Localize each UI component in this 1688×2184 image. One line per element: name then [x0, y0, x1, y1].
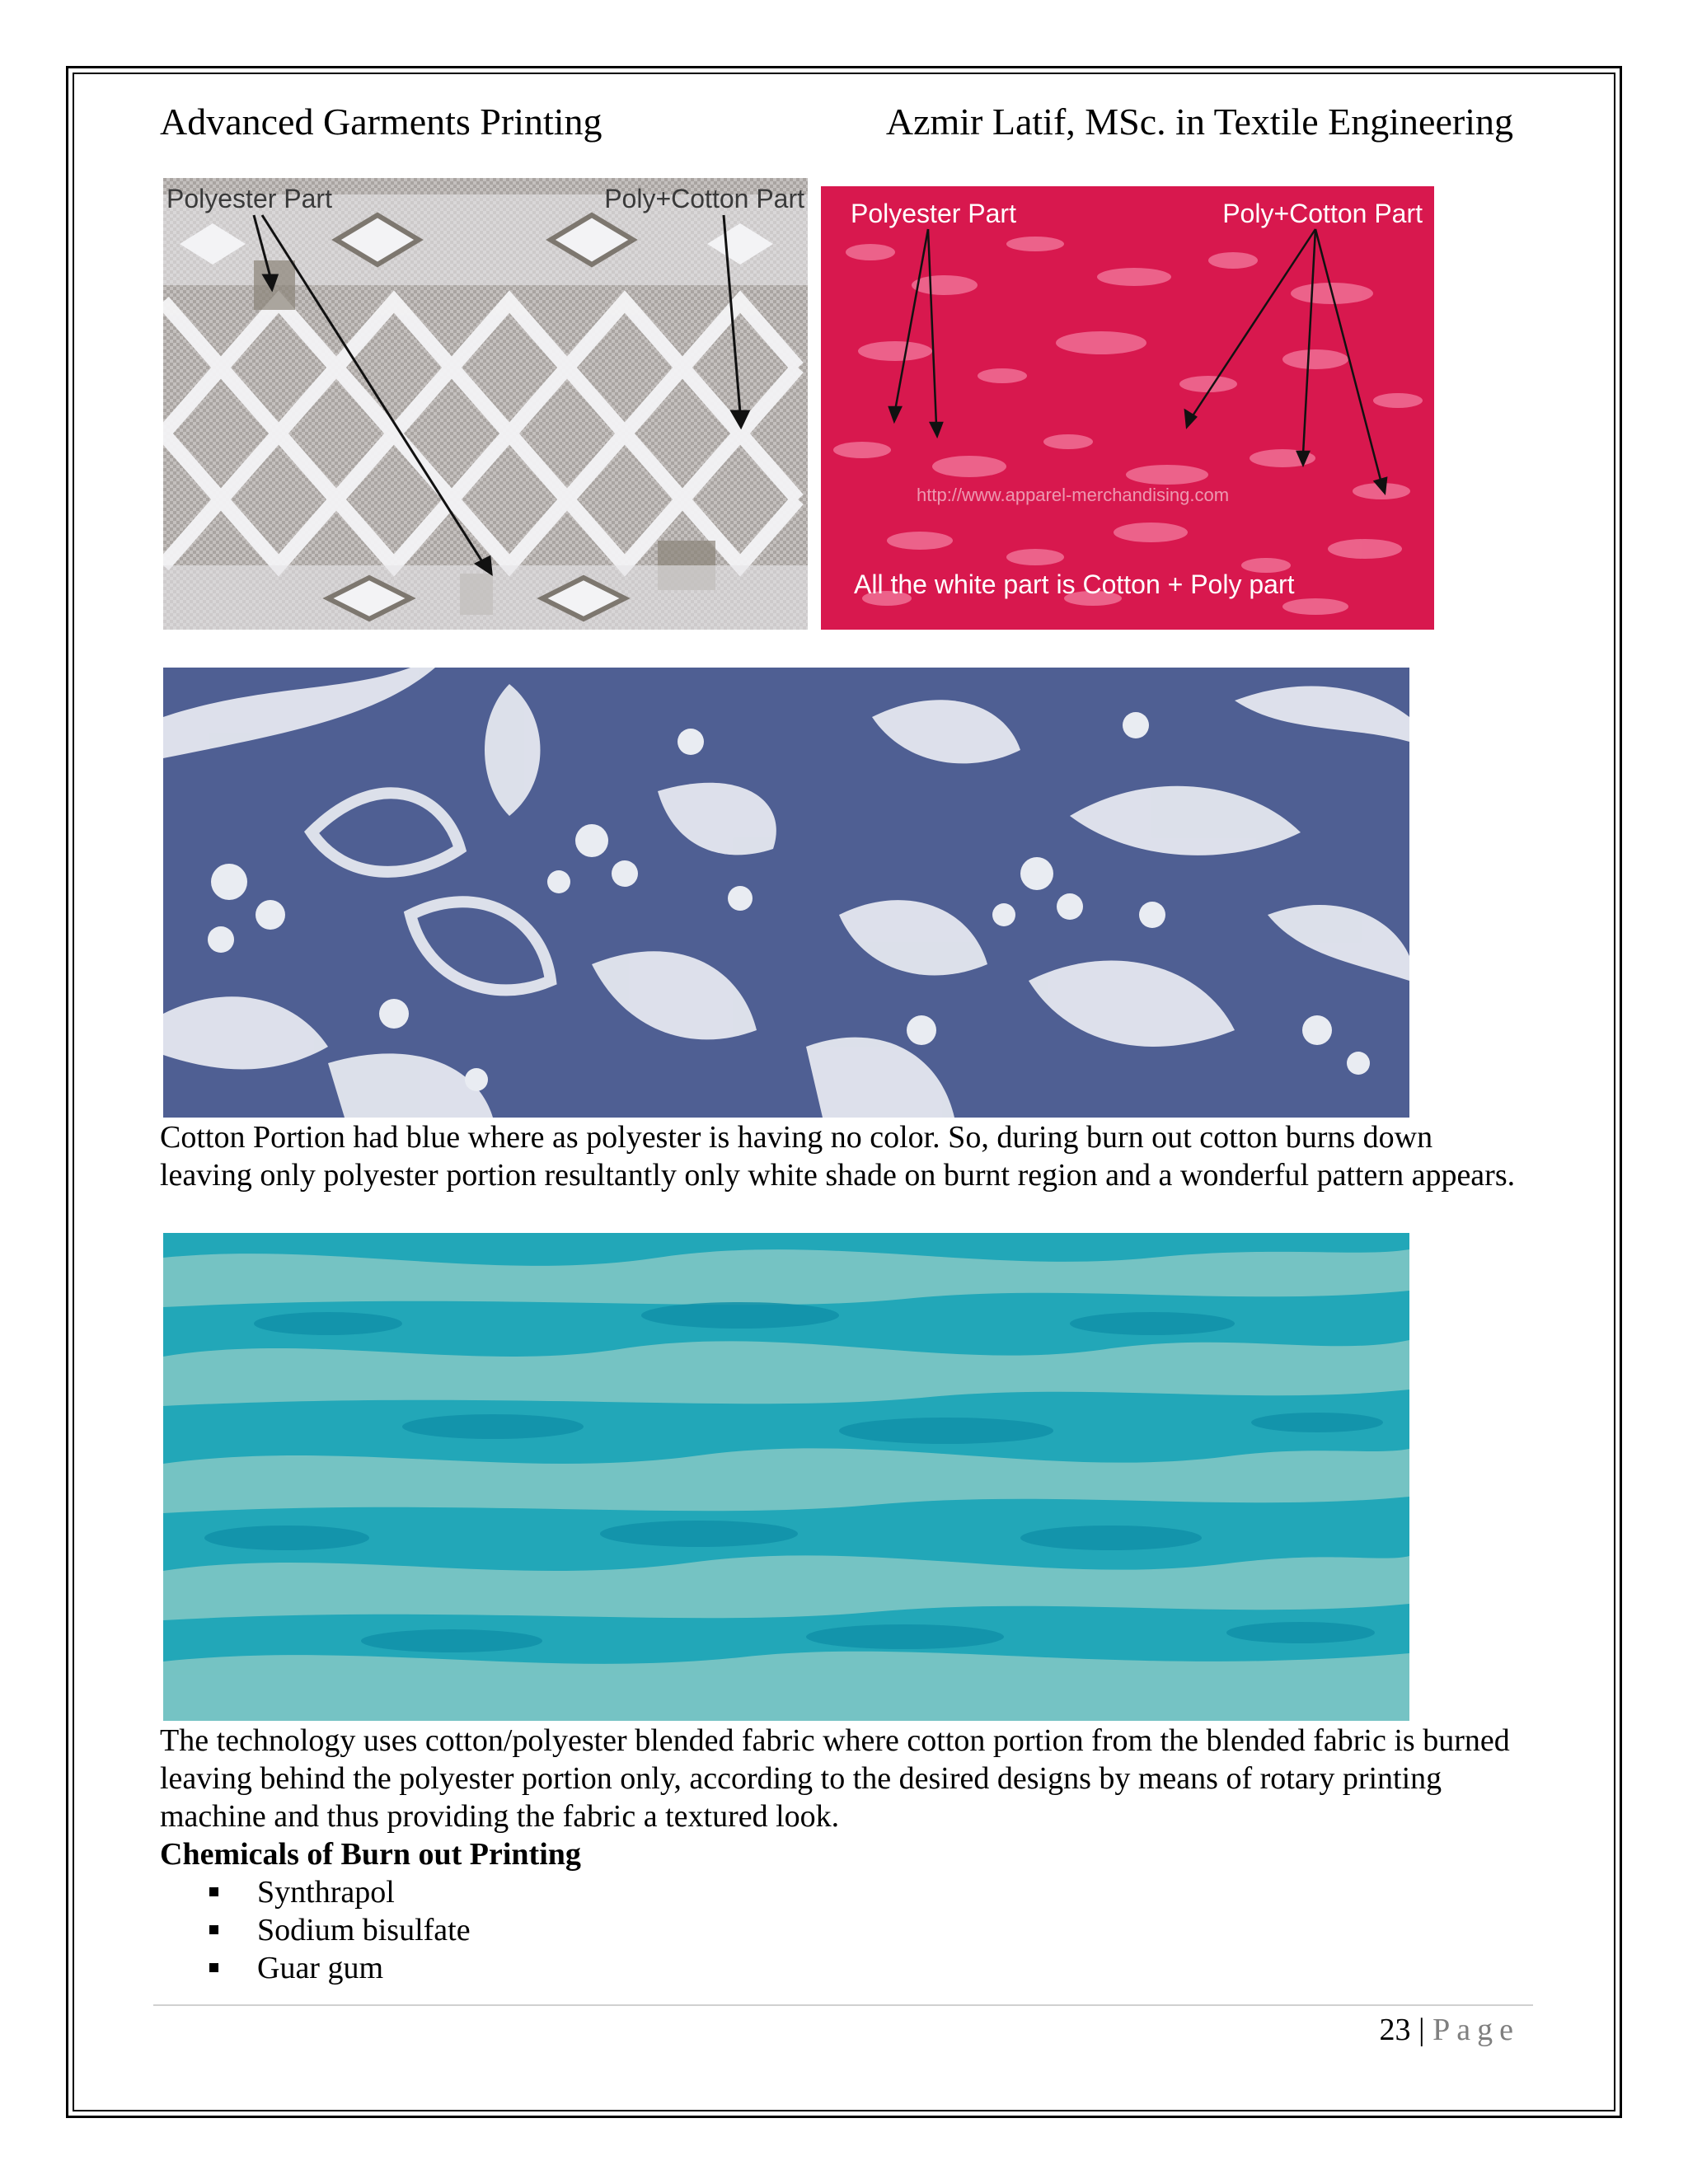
page-number-separator: | — [1418, 2013, 1425, 2047]
pink-fabric-photo — [821, 186, 1434, 630]
pink-fabric-drawing — [821, 186, 1434, 630]
lace-fabric-drawing — [163, 178, 808, 630]
chemical-name: Synthrapol — [257, 1875, 395, 1910]
blue-floral-fabric-drawing — [163, 668, 1409, 1118]
square-bullet-icon — [209, 1963, 218, 1972]
list-item — [160, 1911, 471, 1949]
chemical-name: Sodium bisulfate — [257, 1913, 471, 1947]
square-bullet-icon — [209, 1887, 218, 1896]
chemicals-list — [160, 1873, 471, 1987]
pink-label-polycotton: Poly+Cotton Part — [1222, 199, 1423, 228]
lace-label-polyester: Polyester Part — [166, 184, 332, 213]
square-bullet-icon — [209, 1925, 218, 1934]
pink-label-polyester: Polyester Part — [851, 199, 1016, 228]
teal-fabric-drawing — [163, 1233, 1409, 1721]
page-number: 23 — [1379, 2013, 1411, 2047]
paragraph-technology-description: The technology uses cotton/polyester blended fabric where cotton portion from the blended fabric is burned leaving behind the polyester portion only, according to the desired designs by means of rotary printing machine and thus providing the fabric a textured look. — [160, 1723, 1510, 1834]
blue-floral-fabric-photo — [163, 668, 1409, 1118]
pink-caption: All the white part is Cotton + Poly part — [854, 569, 1295, 599]
chemicals-heading: Chemicals of Burn out Printing — [160, 1837, 581, 1872]
list-item — [160, 1873, 471, 1911]
pink-ground — [821, 186, 1434, 630]
pink-watermark: http://www.apparel-merchandising.com — [917, 485, 1230, 505]
lace-label-polycotton: Poly+Cotton Part — [604, 184, 804, 213]
lace-fabric-photo — [163, 178, 808, 630]
footer-divider — [153, 2004, 1533, 2006]
page-number-footer — [1380, 2011, 1520, 2049]
page-word: Page — [1432, 2013, 1520, 2047]
paragraph-burnout-explanation: Cotton Portion had blue where as polyester is having no color. So, during burn out cotton burns down leaving only polyester portion resultantly only white shade on burnt region and a wonderful pattern appears. — [160, 1120, 1516, 1193]
list-item — [160, 1949, 471, 1987]
blue-ground — [163, 668, 1409, 1118]
teal-fabric-photo — [163, 1233, 1409, 1721]
chemical-name: Guar gum — [257, 1951, 384, 1985]
running-header-author: Azmir Latif, MSc. in Textile Engineering — [885, 101, 1513, 143]
running-header-title: Advanced Garments Printing — [160, 101, 603, 143]
